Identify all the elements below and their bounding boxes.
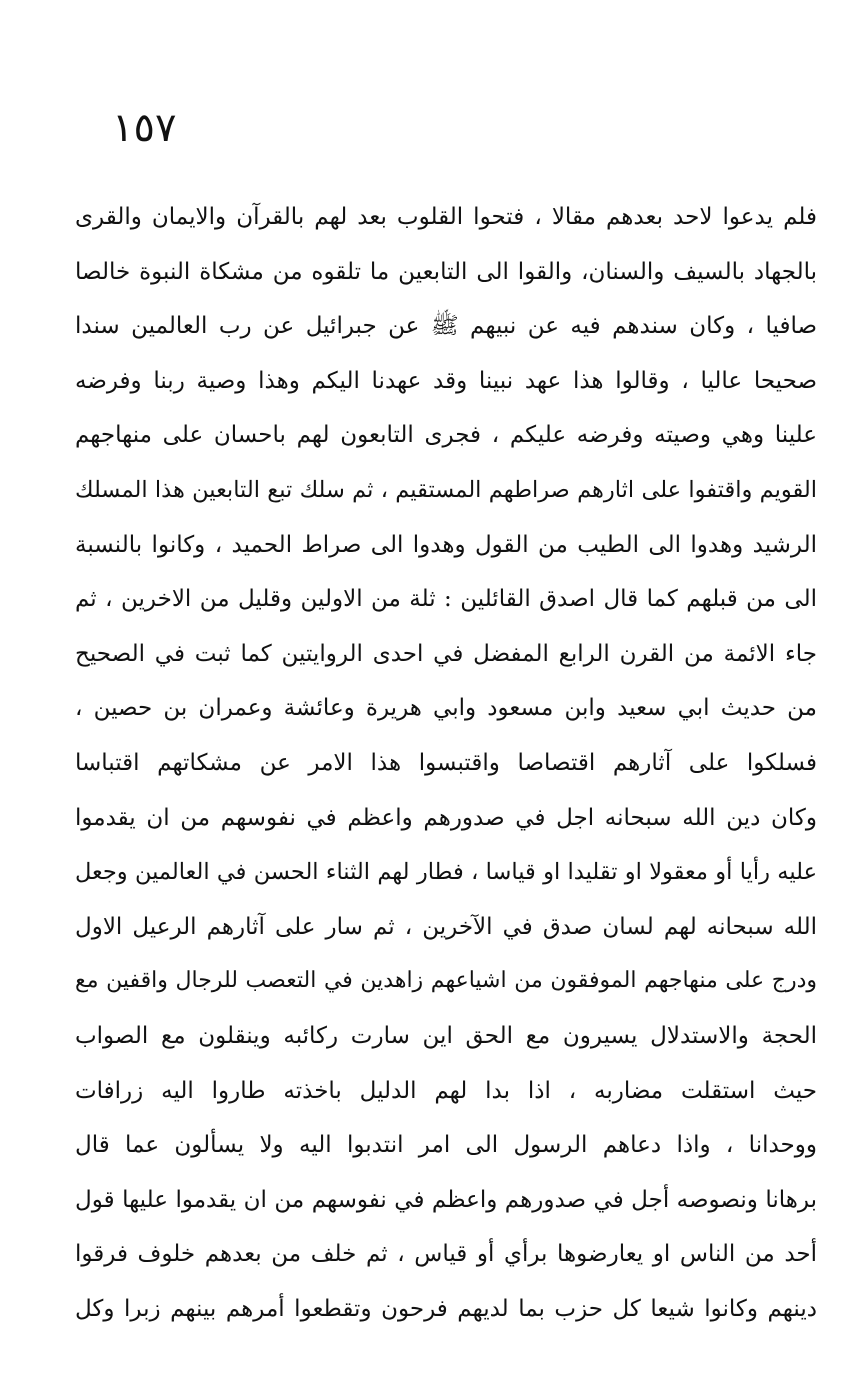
text-line: فسلكوا على آثارهم اقتصاصا واقتبسوا هذا الامر عن مشكاتهم اقتباسا xyxy=(75,749,817,776)
text-line: صافيا ، وكان سندهم فيه عن نبيهم ﷺ عن جبرائيل عن رب العالمين سندا xyxy=(75,313,817,340)
text-line: دينهم وكانوا شيعا كل حزب بما لديهم فرحون وتقطعوا أمرهم بينهم زبرا وكل xyxy=(75,1295,817,1322)
text-line: أحد من الناس او يعارضوها برأي أو قياس ، ثم خلف من بعدهم خلوف فرقوا xyxy=(75,1241,817,1268)
text-line: ودرج على منهاجهم الموفقون من اشياعهم زاهدين في التعصب للرجال واقفين مع xyxy=(75,968,817,994)
text-line: بالجهاد بالسيف والسنان، والقوا الى التابعين ما تلقوه من مشكاة النبوة خالصا xyxy=(75,258,817,285)
text-line: فلم يدعوا لاحد بعدهم مقالا ، فتحوا القلوب بعد لهم بالقرآن والايمان والقرى xyxy=(75,204,817,230)
text-line: برهانا ونصوصه أجل في صدورهم واعظم في نفوسهم من ان يقدموا عليها قول xyxy=(75,1186,817,1213)
text-line: الرشيد وهدوا الى الطيب من القول وهدوا الى صراط الحميد ، وكانوا بالنسبة xyxy=(75,531,817,558)
text-line: الله سبحانه لهم لسان صدق في الآخرين ، ثم سار على آثارهم الرعيل الاول xyxy=(75,913,817,940)
body-text xyxy=(75,190,817,1336)
text-line: جاء الائمة من القرن الرابع المفضل في احدى الروايتين كما ثبت في الصحيح xyxy=(75,640,817,667)
page-number: ١٥٧ xyxy=(112,105,177,151)
text-line: الى من قبلهم كما قال اصدق القائلين : ثلة من الاولين وقليل من الاخرين ، ثم xyxy=(75,586,817,613)
text-line: من حديث ابي سعيد وابن مسعود وابي هريرة وعائشة وعمران بن حصين ، xyxy=(75,695,817,722)
text-line: الحجة والاستدلال يسيرون مع الحق اين سارت ركائبه وينقلون مع الصواب xyxy=(75,1022,817,1049)
text-line: وكان دين الله سبحانه اجل في صدورهم واعظم في نفوسهم من ان يقدموا xyxy=(75,804,817,831)
text-line: عليه رأيا أو معقولا او تقليدا او قياسا ، فطار لهم الثناء الحسن في العالمين وجعل xyxy=(75,859,817,886)
text-line: القويم واقتفوا على اثارهم صراطهم المستقيم ، ثم سلك تبع التابعين هذا المسلك xyxy=(75,476,817,503)
text-line: صحيحا عاليا ، وقالوا هذا عهد نبينا وقد عهدنا اليكم وهذا وصية ربنا وفرضه xyxy=(75,367,817,394)
text-line: علينا وهي وصيته وفرضه عليكم ، فجرى التابعون لهم باحسان على منهاجهم xyxy=(75,422,817,449)
text-line: حيث استقلت مضاربه ، اذا بدا لهم الدليل باخذته طاروا اليه زرافات xyxy=(75,1077,817,1104)
text-line: ووحدانا ، واذا دعاهم الرسول الى امر انتدبوا اليه ولا يسألون عما قال xyxy=(75,1132,817,1159)
